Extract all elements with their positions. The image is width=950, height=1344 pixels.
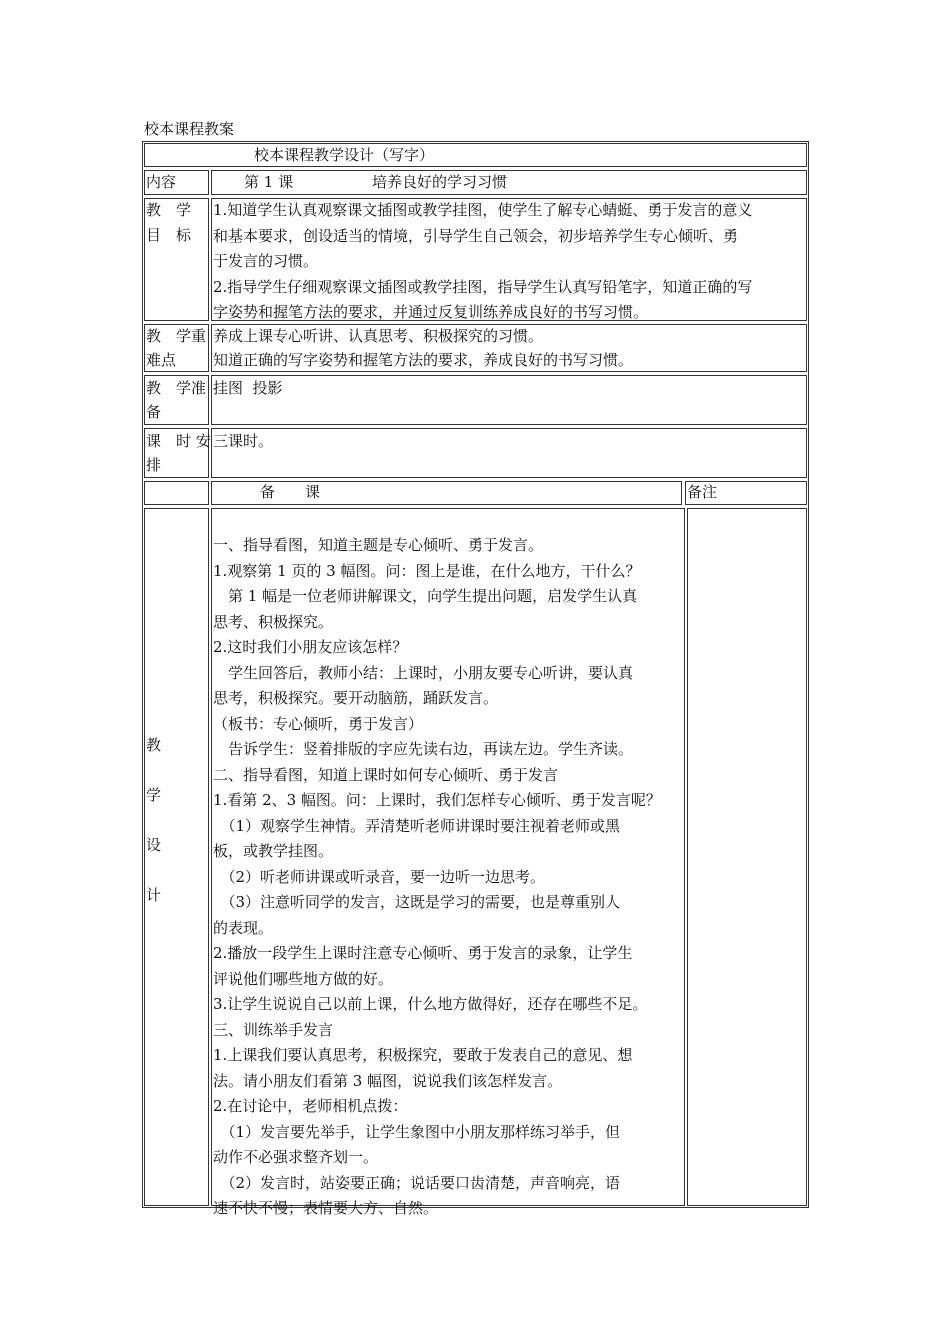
preparation-label-line2: 备 bbox=[146, 403, 162, 421]
header-lesson-plan: 备 课 bbox=[260, 483, 321, 501]
design-line: 第 1 幅是一位老师讲解课文，向学生提出问题，启发学生认真 bbox=[213, 587, 638, 605]
schedule-label-line2: 排 bbox=[146, 456, 162, 474]
design-line: 板，或教学挂图。 bbox=[213, 842, 334, 860]
design-label-char: 教 bbox=[146, 736, 162, 754]
schedule-label-line1: 课 时 安 bbox=[146, 432, 211, 450]
preparation-text: 挂图 投影 bbox=[213, 379, 283, 397]
objectives-line: 于发言的习惯。 bbox=[213, 252, 319, 270]
header-blank-cell bbox=[144, 481, 209, 505]
design-notes-cell bbox=[687, 508, 807, 1206]
objectives-text bbox=[213, 198, 752, 326]
key-points-line: 养成上课专心听讲、认真思考、积极探究的习惯。 bbox=[213, 327, 544, 345]
design-label-char: 计 bbox=[146, 886, 162, 904]
design-line: （2）听老师讲课或听录音，要一边听一边思考。 bbox=[213, 867, 546, 886]
design-line: 动作不必强求整齐划一。 bbox=[213, 1148, 379, 1166]
content-value-cell bbox=[211, 170, 807, 195]
design-line: 2.这时我们小朋友应该怎样？ bbox=[213, 638, 408, 656]
design-line: （板书：专心倾听，勇于发言） bbox=[213, 714, 424, 733]
design-line: 1.上课我们要认真思考，积极探究，要敢于发表自己的意见、想 bbox=[213, 1046, 633, 1064]
design-line: 2.在讨论中，老师相机点拨： bbox=[213, 1097, 408, 1115]
table-title: 校本课程教学设计（写字） bbox=[254, 146, 435, 164]
lesson-topic: 培养良好的学习习惯 bbox=[372, 173, 508, 191]
design-line: 思考，积极探究。要开动脑筋，踊跃发言。 bbox=[213, 689, 499, 707]
design-line: （1）发言要先举手，让学生象图中小朋友那样练习举手，但 bbox=[213, 1122, 621, 1141]
lesson-number: 第 1 课 bbox=[244, 173, 294, 191]
preparation-value-cell bbox=[211, 375, 807, 425]
design-line: 速不快不慢；表情要大方、自然。 bbox=[213, 1199, 439, 1217]
design-line: 1.看第 2、3 幅图。问：上课时，我们怎样专心倾听、勇于发言呢？ bbox=[213, 791, 661, 809]
design-line: 3.让学生说说自己以前上课，什么地方做得好，还存在哪些不足。 bbox=[213, 995, 648, 1013]
design-line: 1.观察第 1 页的 3 幅图。问：图上是谁，在什么地方，干什么？ bbox=[213, 561, 641, 580]
key-points-line: 知道正确的写字姿势和握笔方法的要求，养成良好的书写习惯。 bbox=[213, 351, 634, 369]
objectives-line: 2.指导学生仔细观察课文插图或教学挂图，指导学生认真写铅笔字，知道正确的写 bbox=[213, 277, 753, 296]
title-cell bbox=[144, 143, 807, 167]
design-label-char: 设 bbox=[146, 836, 162, 854]
design-line: （3）注意听同学的发言，这既是学习的需要，也是尊重别人 bbox=[213, 893, 621, 911]
key-points-text bbox=[213, 324, 633, 372]
design-line: 三、训练举手发言 bbox=[213, 1020, 334, 1039]
design-line: 一、指导看图，知道主题是专心倾听、勇于发言。 bbox=[213, 536, 544, 554]
objectives-label-line1: 教 学 bbox=[146, 201, 192, 219]
design-line: 二、指导看图，知道上课时如何专心倾听、勇于发言 bbox=[213, 765, 559, 784]
design-line: 评说他们哪些地方做的好。 bbox=[213, 969, 394, 988]
design-line: 2.播放一段学生上课时注意专心倾听、勇于发言的录象，让学生 bbox=[213, 944, 633, 962]
design-line: 法。请小朋友们看第 3 幅图，说说我们该怎样发言。 bbox=[213, 1071, 563, 1090]
schedule-text: 三课时。 bbox=[213, 432, 274, 450]
schedule-value-cell bbox=[211, 428, 807, 478]
design-line: （1）观察学生神情。弄清楚听老师讲课时要注视着老师或黑 bbox=[213, 816, 621, 835]
design-label-char: 学 bbox=[146, 786, 162, 804]
objectives-line: 字姿势和握笔方法的要求，并通过反复训练养成良好的书写习惯。 bbox=[213, 303, 649, 321]
design-line: 的表现。 bbox=[213, 918, 274, 937]
design-line: 思考、积极探究。 bbox=[213, 612, 334, 631]
objectives-line: 1.知道学生认真观察课文插图或教学挂图，使学生了解专心蜻蜓、勇于发言的意义 bbox=[213, 201, 753, 219]
design-line: 学生回答后，教师小结：上课时，小朋友要专心听讲，要认真 bbox=[213, 663, 634, 682]
content-label: 内容 bbox=[146, 173, 177, 191]
design-line: （2）发言时，站姿要正确；说话要口齿清楚，声音响亮，语 bbox=[213, 1173, 621, 1192]
header-notes: 备注 bbox=[687, 483, 718, 501]
key-points-label-line2: 难点 bbox=[146, 351, 177, 369]
key-points-label-line1: 教 学重 bbox=[146, 327, 207, 345]
design-text bbox=[213, 533, 661, 1222]
document-title: 校本课程教案 bbox=[144, 120, 235, 138]
objectives-line: 和基本要求，创设适当的情境，引导学生自己领会，初步培养学生专心倾听、勇 bbox=[213, 226, 739, 245]
objectives-label-line2: 目 标 bbox=[146, 226, 192, 244]
preparation-label-line1: 教 学准 bbox=[146, 379, 207, 397]
design-line: 告诉学生：竖着排版的字应先读右边，再读左边。学生齐读。 bbox=[213, 740, 634, 758]
